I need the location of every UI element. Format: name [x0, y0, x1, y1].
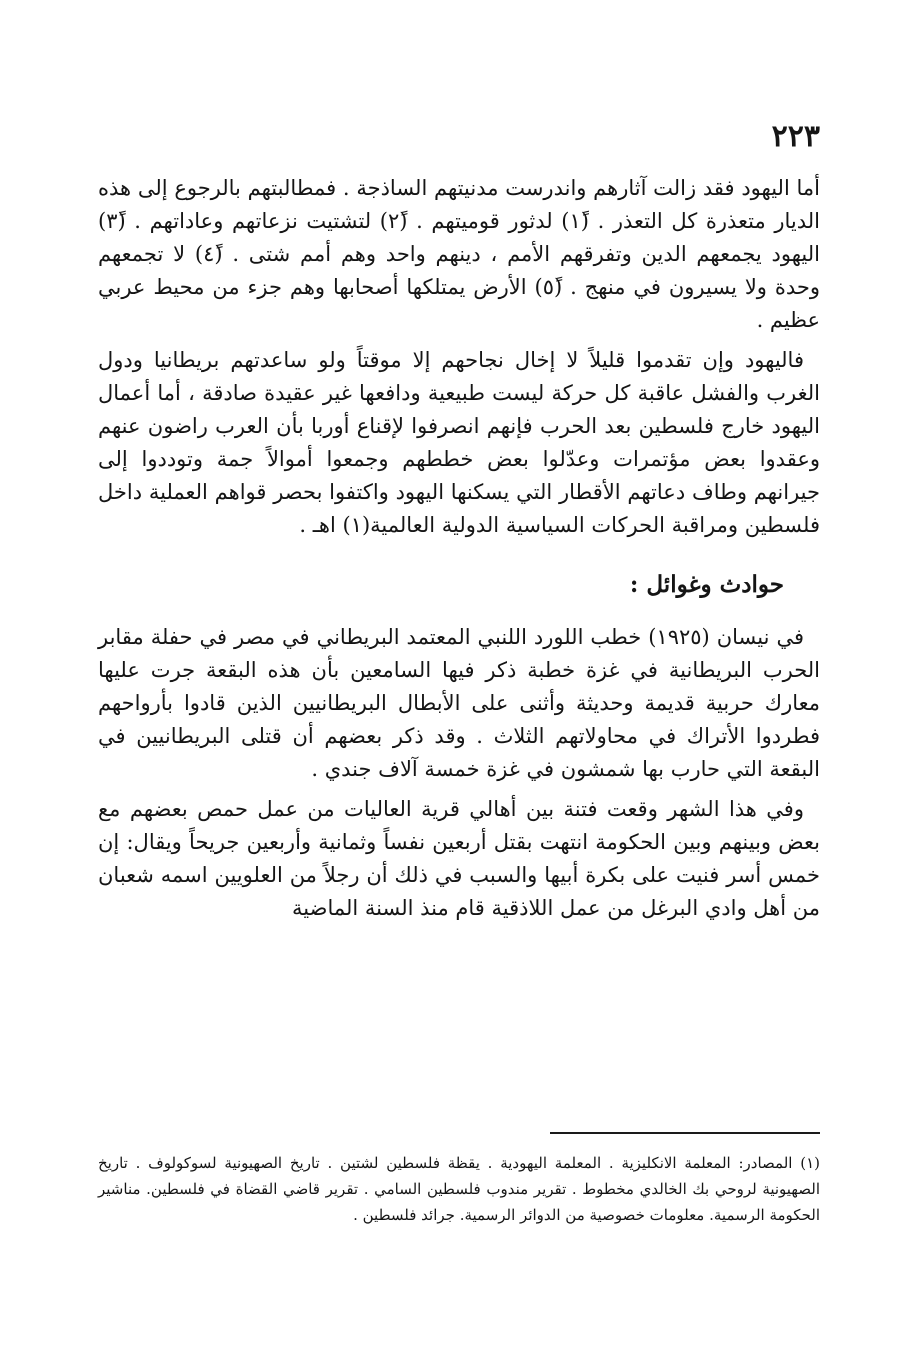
- footnote-divider: [550, 1132, 820, 1134]
- paragraph-allenby-speech: في نيسان (١٩٢٥) خطب اللورد اللنبي المعتمد البريطاني في مصر في حفلة مقابر الحرب البريطانية في غزة خطبة ذكر فيها السامعين بأن هذه البقعة جرت عليها معارك حربية قديمة وحديثة وأثنى على الأبطال البريطانيين الذين قادوا بأرواحهم فطردوا الأتراك في محاولاتهم الثلاث . وقد ذكر بعضهم أن قتلى البريطانيين في البقعة التي حارب بها شمشون في غزة خمسة آلاف جندي .: [98, 625, 820, 781]
- section-heading: حوادث وغوائل :: [629, 571, 784, 598]
- paragraph-jews-claims: أما اليهود فقد زالت آثارهم واندرست مدنيتهم الساذجة . فمطالبتهم بالرجوع إلى هذه الديار متعذرة كل التعذر . (١ً) لدثور قوميتهم . (٢ً) لتشتيت نزعاتهم وعاداتهم . (٣ً) اليهود يجمعهم الدين وتفرقهم الأمم ، دينهم واحد وهم أمم شتى . (٤ً) لا تجمعهم وحدة ولا يسيرون في منهج . (٥ً) الأرض يمتلكها أصحابها وهم جزء من محيط عربي عظيم .: [98, 176, 820, 332]
- footnote-sources: (١) المصادر: المعلمة الانكليزية . المعلمة اليهودية . يقظة فلسطين لشتين . تاريخ الصهيونية لسوكولوف . تاريخ الصهيونية لروحي بك الخالدي مخطوط . تقرير مندوب فلسطين السامي . تقرير قاضي القضاة في فلسطين. مناشير الحكومة الرسمية. معلومات خصوصية من الدوائر الرسمية. جرائد فلسطين .: [98, 1154, 820, 1224]
- body-text: [98, 172, 820, 932]
- page-number: ٢٢٣: [771, 119, 820, 154]
- footnotes: [98, 1150, 820, 1228]
- paragraph-jewish-activities: فاليهود وإن تقدموا قليلاً لا إخال نجاحهم إلا موقتاً ولو ساعدتهم بريطانيا ودول الغرب والفشل عاقبة كل حركة ليست طبيعية ودافعها غير عقيدة صادقة ، أما أعمال اليهود خارج فلسطين بعد الحرب فإنهم انصرفوا لإقناع أوربا بأن العرب راضون عنهم وعقدوا بعض مؤتمرات وعدّلوا بعض خططهم وجمعوا أموالاً جمة وتوددوا إلى جيرانهم وطاف دعاتهم الأقطار التي يسكنها اليهود واكتفوا بحصر قواهم العملية داخل فلسطين ومراقبة الحركات السياسية الدولية العالمية(١) اهـ .: [98, 348, 820, 537]
- paragraph-aliyat-strife: وفي هذا الشهر وقعت فتنة بين أهالي قرية العاليات من عمل حمص بعضهم مع بعض وبينهم وبين الحكومة انتهت بقتل أربعين نفساً وثمانية وأربعين جريحاً ويقال: إن خمس أسر فنيت على بكرة أبيها والسبب في ذلك أن رجلاً من العلويين اسمه شعبان من أهل وادي البرغل من عمل اللاذقية قام منذ السنة الماضية: [98, 797, 820, 920]
- book-page: [98, 119, 820, 1322]
